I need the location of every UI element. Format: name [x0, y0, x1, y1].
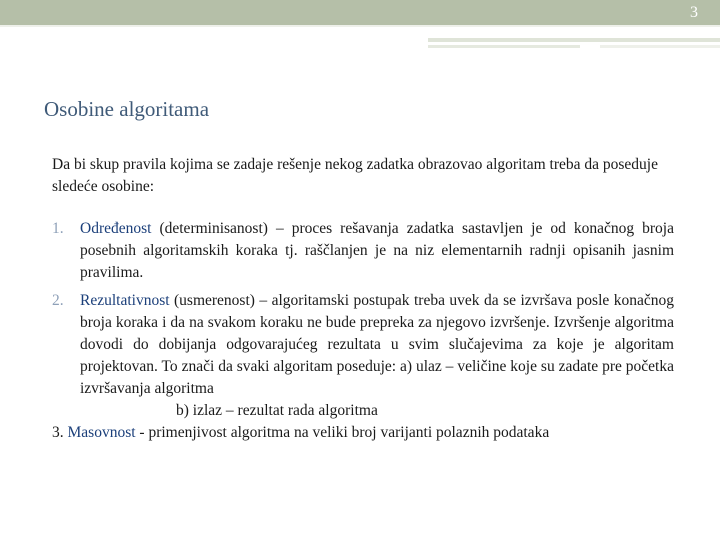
list-item	[52, 422, 674, 444]
top-bar-divider	[0, 25, 720, 27]
page-number: 3	[690, 4, 698, 21]
list-item	[52, 218, 674, 284]
list-item-term: Određenost	[80, 220, 152, 237]
decor-line	[600, 45, 720, 48]
slide-title: Osobine algoritama	[44, 97, 210, 121]
list-item-text: (determinisanost) – proces rešavanja zadatka sastavljen je od konačnog broja posebnih algoritamskih koraka tj. raščlanjen je na niz elementarnih radnji opisanih jasnim pravilima.	[80, 220, 674, 281]
list-item-number: 2.	[52, 292, 64, 309]
intro-paragraph: Da bi skup pravila kojima se zadaje rešenje nekog zadatka obrazovao algoritam treba da poseduje sledeće osobine:	[52, 156, 658, 195]
list-item-number: 3.	[52, 424, 64, 441]
top-bar	[0, 0, 720, 25]
list-item	[52, 290, 674, 422]
decor-line	[428, 45, 580, 48]
decor-line	[428, 38, 720, 42]
list-item-text: - primenjivost algoritma na veliki broj varijanti polaznih podataka	[135, 424, 550, 441]
list-item-number: 1.	[52, 220, 64, 237]
list-item-subline: b) izlaz – rezultat rada algoritma	[176, 402, 378, 419]
list-item-term: Rezultativnost	[80, 292, 170, 309]
list-item-text: (usmerenost) – algoritamski postupak treba uvek da se izvršava posle konačnog broja koraka i da na svakom koraku ne bude prepreka za njegovo izvršenje. Izvršenje algoritma dovodi do dobijanja odgovarajućeg rezultata u svim slučajevima za koje je algoritam projektovan. To znači da svaki algoritam poseduje: a) ulaz – veličine koje su zadate pre početka izvršavanja algoritma	[80, 292, 674, 397]
list-item-term: Masovnost	[67, 424, 136, 441]
slide-content	[52, 154, 674, 444]
